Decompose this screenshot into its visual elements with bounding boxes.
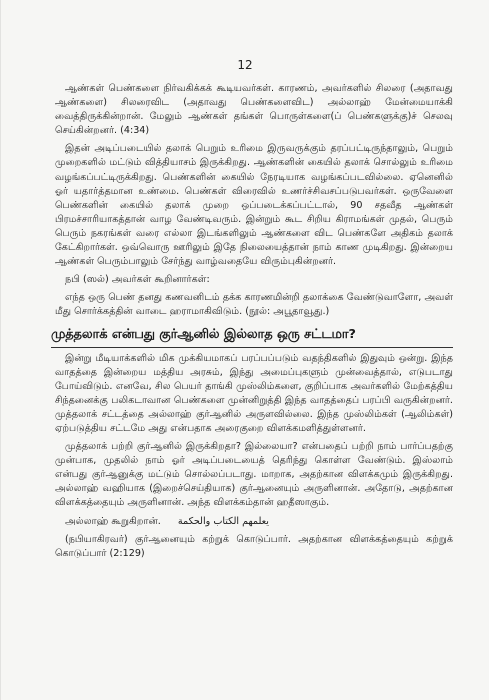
arabic-phrase: يعلمهم الكتاب والحكمة [177,515,269,527]
paragraph-media-rumours: இன்று மீடியாக்களில் மிக முக்கியமாகப் பரப்பப்படும் வதந்திகளில் இதுவும் ஒன்று. இந்த வாதத்தை இன்றைய மத்திய அரசும், இந்து அமைப்புகளும் முன்வைத்தால், எடுபடாது போய்விடும். எனவே, சில பெயர் தாங்கி முஸ்லிம்களை, குறிப்பாக அவர்களில் மேற்கத்திய சிந்தனைக்கு பலிகடாவான பெண்களை முன்னிறுத்தி இந்த வாதத்தைப் பரப்பி வருகின்றனர். முத்தலாக் சட்டத்தை அல்லாஹ் குர்ஆனில் அருளவில்லை. இந்த முஸ்லிம்கள் (ஆலிம்கள்) ஏற்படுத்திய சட்டமே அது என்பதாக அரைகுறை விளக்கமளித்துள்ளனர். [55,352,453,434]
paragraph-quran-and-hadith: முத்தலாக் பற்றி குர்ஆனில் இருக்கிறதா? இல்லையா? என்பதைப் பற்றி நாம் பார்ப்பதற்கு முன்பாக, முதலில் நாம் ஓர் அடிப்படையைத் தெரிந்து கொள்ள வேண்டும். இஸ்லாம் என்பது குர்ஆனுக்கு மட்டும் சொல்லப்படாது. மாறாக, அதற்கான விளக்கமும் இருக்கிறது. அல்லாஹ் வஹியாக (இறைச்செய்தியாக) குர்ஆனையும் அருளினான். அதோடு, அதற்கான விளக்கத்தையும் அருளினான். அந்த விளக்கம்தான் ஹதீஸாகும். [55,441,453,509]
page-number: 12 [237,58,253,72]
paragraph-hadith-abu-dawud: எந்த ஒரு பெண் தனது கணவனிடம் தக்க காரணமின்றி தலாக்கை வேண்டுவாளோ, அவள் மீது சொர்க்கத்தின் வாடை ஹராமாகிவிடும். (நூல்: அபூதாவூது.) [55,292,453,318]
section-heading: முத்தலாக் என்பது குர்ஆனில் இல்லாத ஒரு சட்டமா? [51,326,453,348]
quote-intro-line [55,515,453,529]
page-body [51,82,453,565]
quote-intro: அல்லாஹ் கூறுகிறான். [65,515,161,527]
paragraph-prophet-said: நபி (ஸல்) அவர்கள் கூறினார்கள்: [65,274,210,286]
paragraph-talaq-rights: இதன் அடிப்படையில் தலாக் பெறும் உரிமை இருவருக்கும் தரப்பட்டிருந்தாலும், பெறும் முறைகளில் மட்டும் வித்தியாசம் இருக்கிறது. ஆண்களின் கையில் தலாக் சொல்லும் உரிமை வழங்கப்பட்டிருக்கிறது. பெண்களின் கையில் நேரடியாக வழங்கப்படவில்லை. ஏனெனில் ஓர் யதார்த்தமான உண்மை. பெண்கள் விரைவில் உணர்ச்சிவசப்படுபவர்கள். ஒருவேளை பெண்களின் கையில் தலாக் முறை ஒப்படைக்கப்பட்டால், 90 சதவீத ஆண்கள் பிரமச்சாரியாகத்தான் வாழ வேண்டிவரும். இன்றும் கூட சிறிய கிராமங்கள் முதல், பெரும் பெரும் நகரங்கள் வரை எல்லா இடங்களிலும் ஆண்களை விட பெண்களே அதிகம் தலாக் கேட்கிறார்கள். ஒவ்வொரு ஊரிலும் இதே நிலையைத்தான் நாம் காண முடிகிறது. இன்றைய ஆண்கள் பெரும்பாலும் சேர்ந்து வாழ்வதையே விரும்புகின்றனர். [55,143,453,268]
paragraph-quran-2-129: (நபியாகிரவர்) குர்ஆனையும் கற்றுக் கொடுப்பார். அதற்கான விளக்கத்தையும் கற்றுக் கொடுப்பார் (2:129) [55,533,453,559]
paragraph-quran-4-34: ஆண்கள் பெண்களை நிர்வகிக்கக் கூடியவர்கள். காரணம், அவர்களில் சிலரை (அதாவது ஆண்களை) சிலரைவிட (அதாவது பெண்களைவிட) அல்லாஹ் மேன்மையாக்கி வைத்திருக்கின்றான். மேலும் ஆண்கள் தங்கள் பொருள்களை(ப் பெண்களுக்கு)ச் செலவு செய்கின்றனர். (4:34) [55,83,453,137]
